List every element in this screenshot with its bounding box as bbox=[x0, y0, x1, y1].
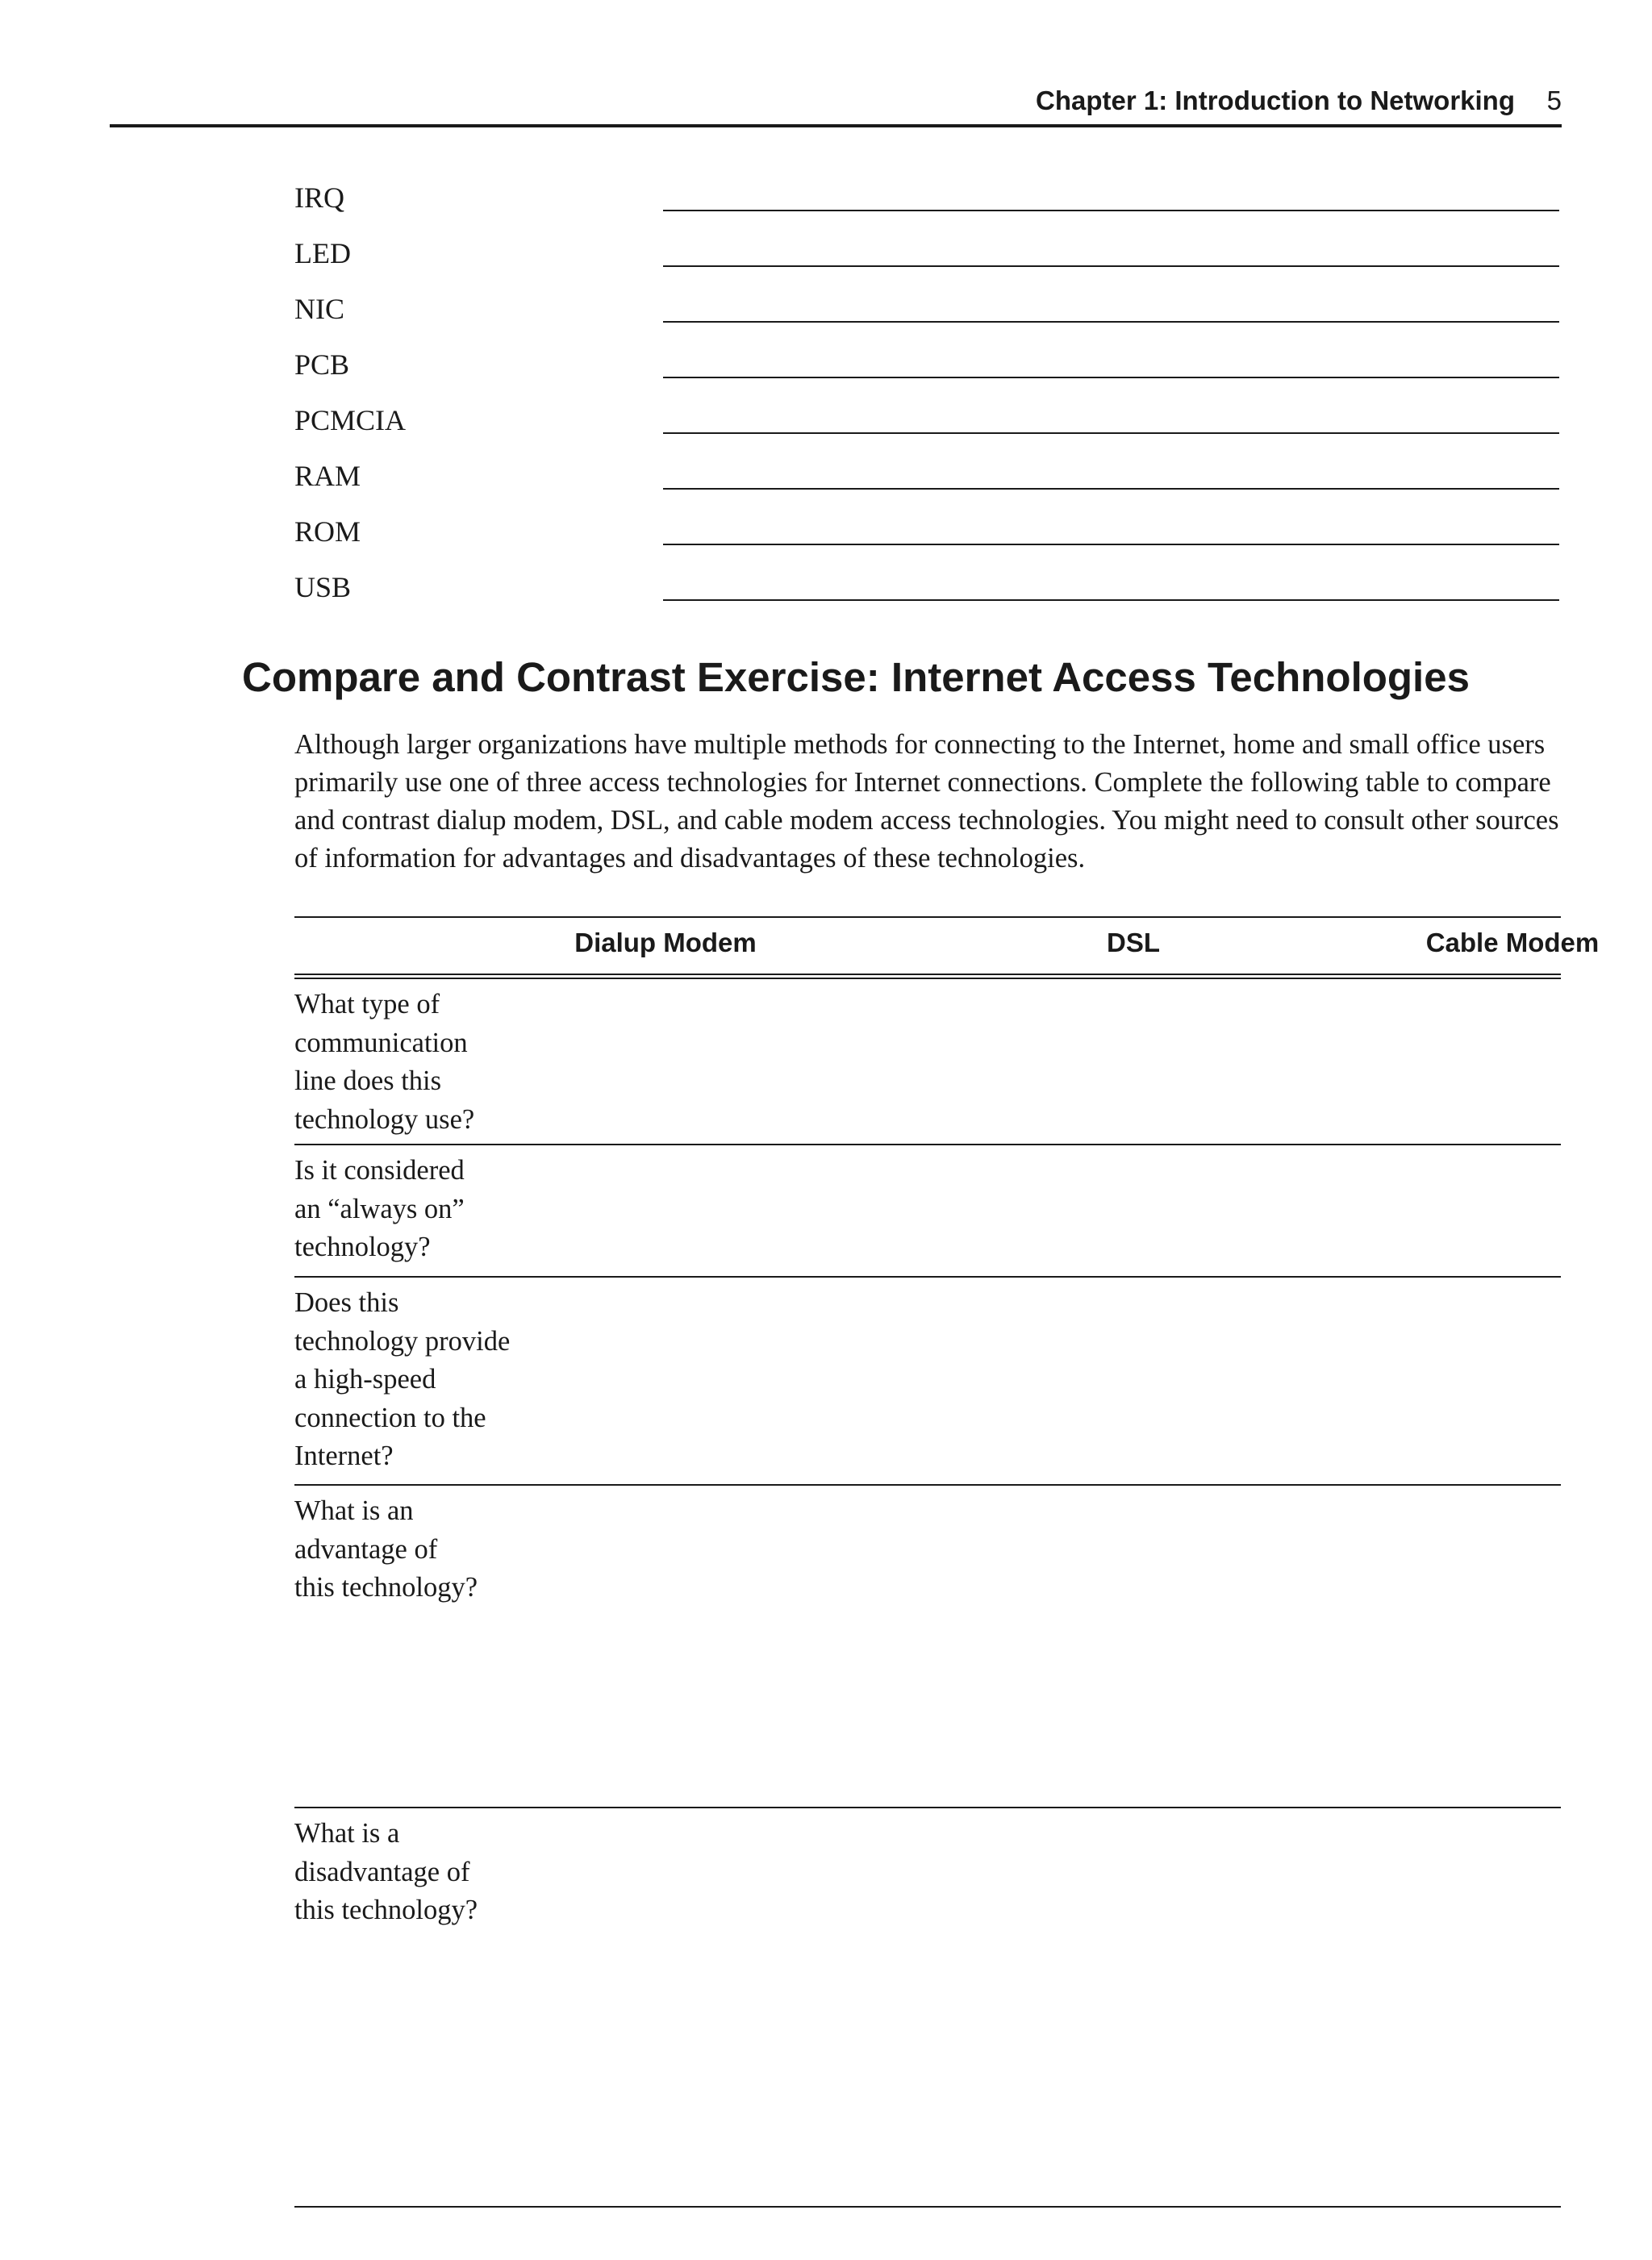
answer-cell-cable[interactable] bbox=[1400, 1145, 1625, 1276]
term-label: LED bbox=[294, 237, 351, 269]
answer-cell-dsl[interactable] bbox=[1053, 1278, 1214, 1484]
column-header-cable: Cable Modem bbox=[1425, 928, 1600, 957]
term-label: ROM bbox=[294, 515, 361, 548]
answer-cell-dsl[interactable] bbox=[1053, 979, 1214, 1144]
answer-line bbox=[663, 265, 1559, 267]
intro-paragraph: Although larger organizations have multiple methods for connecting to the Internet, home and small office users primarily use one of three access technologies for Internet connections. Complete the following table to compare and contrast dialup modem, DSL, and cable modem access technologies. You might need to consult other sources of information for advantages and disadvantages of these technologies. bbox=[294, 729, 1559, 874]
term-label: IRQ bbox=[294, 181, 344, 214]
row-question: Is it considered an “always on” technology? bbox=[294, 1155, 465, 1262]
term-label: NIC bbox=[294, 293, 344, 325]
term-row bbox=[294, 228, 1559, 284]
answer-line bbox=[663, 377, 1559, 378]
answer-cell-dialup[interactable] bbox=[536, 1486, 795, 1807]
answer-cell-cable[interactable] bbox=[1400, 1486, 1625, 1807]
column-header-dsl: DSL bbox=[1107, 928, 1160, 957]
answer-cell-cable[interactable] bbox=[1400, 1808, 1625, 2206]
term-label: RAM bbox=[294, 460, 361, 492]
table-row bbox=[294, 1808, 1561, 2208]
page-number: 5 bbox=[1546, 85, 1562, 115]
table-row bbox=[294, 979, 1561, 1145]
answer-line bbox=[663, 544, 1559, 545]
running-head bbox=[110, 81, 1562, 127]
term-row bbox=[294, 173, 1559, 228]
answer-line bbox=[663, 488, 1559, 490]
answer-cell-dialup[interactable] bbox=[536, 1808, 795, 2206]
term-label: PCB bbox=[294, 348, 350, 381]
answer-cell-cable[interactable] bbox=[1400, 1278, 1625, 1484]
table-row bbox=[294, 1486, 1561, 1808]
answer-line bbox=[663, 210, 1559, 211]
answer-cell-cable[interactable] bbox=[1400, 979, 1625, 1144]
chapter-title: Chapter 1: Introduction to Networking bbox=[1036, 85, 1515, 115]
acronym-list bbox=[294, 173, 1559, 618]
table-header bbox=[294, 918, 1600, 979]
row-question: What is a disadvantage of this technology? bbox=[294, 1818, 478, 1925]
answer-cell-dialup[interactable] bbox=[536, 1145, 795, 1276]
answer-line bbox=[663, 432, 1559, 434]
row-question: Does this technology provide a high-speed connection to the Internet? bbox=[294, 1287, 511, 1471]
term-row bbox=[294, 340, 1559, 395]
term-row bbox=[294, 451, 1559, 507]
term-row bbox=[294, 284, 1559, 340]
table-row bbox=[294, 1278, 1561, 1486]
comparison-table bbox=[294, 916, 1600, 2208]
term-row bbox=[294, 507, 1559, 562]
answer-line bbox=[663, 321, 1559, 323]
term-row bbox=[294, 395, 1559, 451]
term-row bbox=[294, 562, 1559, 618]
answer-line bbox=[663, 599, 1559, 601]
answer-cell-dsl[interactable] bbox=[1053, 1145, 1214, 1276]
answer-cell-dsl[interactable] bbox=[1053, 1808, 1214, 2206]
term-label: PCMCIA bbox=[294, 404, 407, 436]
column-header-dialup: Dialup Modem bbox=[574, 928, 757, 957]
table-row bbox=[294, 1145, 1561, 1278]
row-question: What type of communication line does this technology use? bbox=[294, 989, 475, 1135]
term-label: USB bbox=[294, 571, 352, 603]
answer-cell-dialup[interactable] bbox=[536, 1278, 795, 1484]
section-heading: Compare and Contrast Exercise: Internet Access Technologies bbox=[242, 654, 1470, 700]
answer-cell-dialup[interactable] bbox=[536, 979, 795, 1144]
answer-cell-dsl[interactable] bbox=[1053, 1486, 1214, 1807]
row-question: What is an advantage of this technology? bbox=[294, 1495, 478, 1603]
